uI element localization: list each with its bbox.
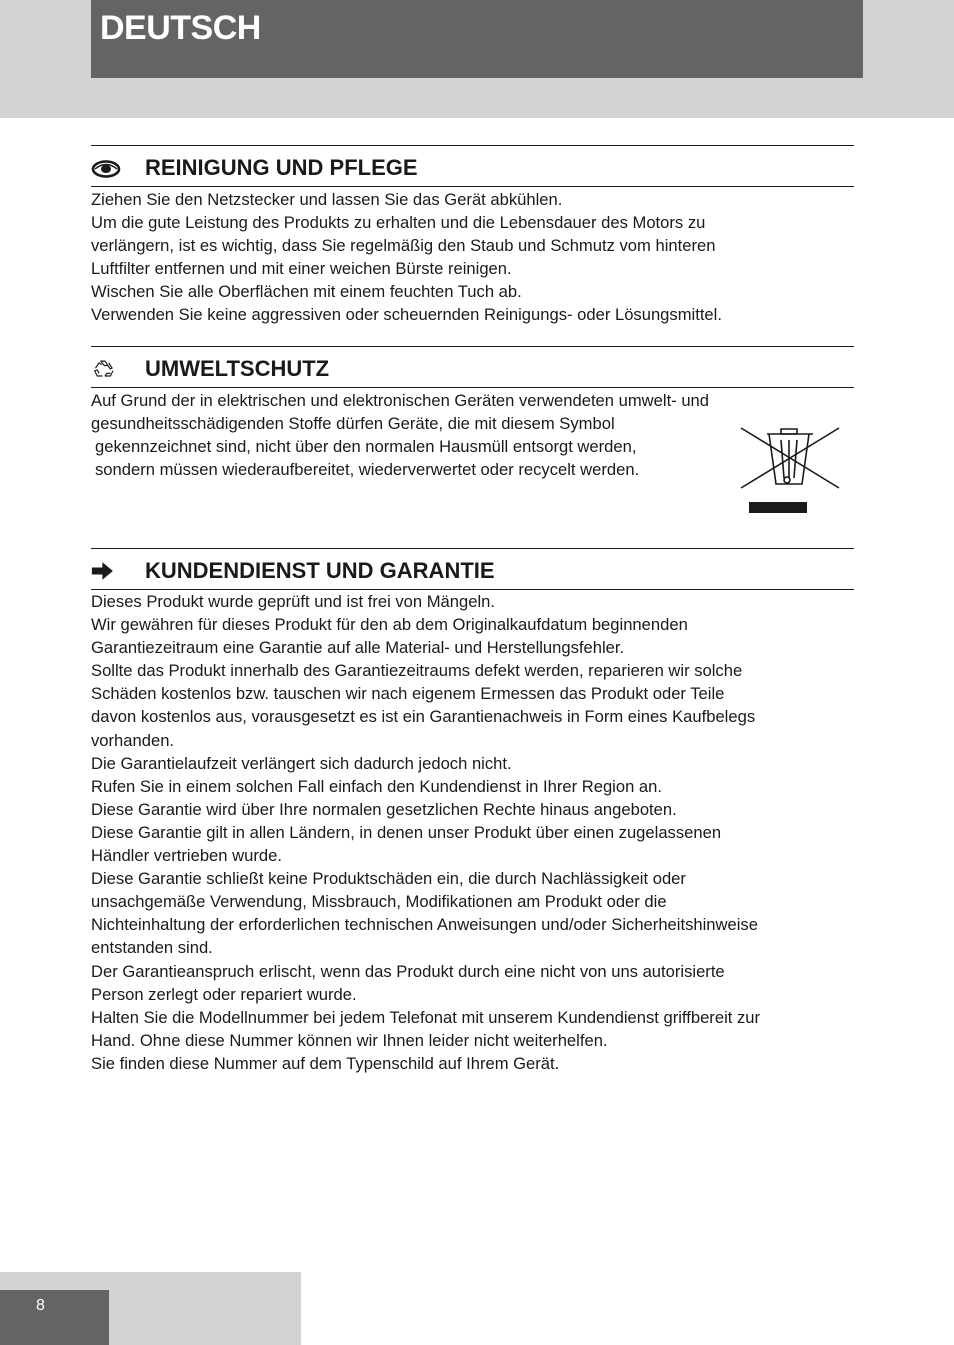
body-line: Person zerlegt oder repariert wurde. [91, 984, 357, 1004]
body-line: vorhanden. [91, 730, 175, 750]
language-title: DEUTSCH [100, 9, 261, 47]
body-line: Nichteinhaltung der erforderlichen technischen Anweisungen und/oder Sicherheitshinweise [91, 915, 758, 935]
page-number-box [0, 1290, 109, 1345]
body-line: Verwenden Sie keine aggressiven oder scheuernden Reinigungs- oder Lösungsmittel. [91, 305, 722, 325]
body-line: Rufen Sie in einem solchen Fall einfach den Kundendienst in Ihrer Region an. [91, 776, 663, 796]
body-line: Schäden kostenlos bzw. tauschen wir nach eigenem Ermessen das Produkt oder Teile [91, 684, 725, 704]
section-header [91, 145, 854, 187]
body-line: verlängern, ist es wichtig, dass Sie regelmäßig den Staub und Schmutz vom hinteren [91, 236, 716, 256]
body-line: Garantiezeitraum eine Garantie auf alle Material- und Herstellungsfehler. [91, 638, 625, 658]
body-line: entstanden sind. [91, 938, 213, 958]
body-line: Hand. Ohne diese Nummer können wir Ihnen leider nicht weiterhelfen. [91, 1030, 608, 1050]
section-title: REINIGUNG UND PFLEGE [145, 155, 418, 180]
body-line: Auf Grund der in elektrischen und elektronischen Geräten verwendeten umwelt- und [91, 391, 710, 410]
body-line: gesundheitsschädigenden Stoffe dürfen Geräte, die mit diesem Symbol [91, 414, 615, 434]
body-line: Händler vertrieben wurde. [91, 846, 282, 866]
section-title: KUNDENDIENST UND GARANTIE [145, 558, 495, 583]
body-line: Halten Sie die Modellnummer bei jedem Telefonat mit unserem Kundendienst griffbereit zur [91, 1007, 761, 1027]
body-line: Diese Garantie gilt in allen Ländern, in denen unser Produkt über einen zugelassenen [91, 822, 722, 842]
body-line: unsachgemäße Verwendung, Missbrauch, Modifikationen am Produkt oder die [91, 892, 667, 912]
body-line: davon kostenlos aus, vorausgesetzt es ist ein Garantienachweis in Form eines Kaufbelegs [91, 707, 756, 727]
recycle-icon [92, 357, 120, 381]
body-line: Der Garantieanspruch erlischt, wenn das Produkt durch eine nicht von uns autorisierte [91, 961, 725, 981]
body-line: Die Garantielaufzeit verlängert sich dadurch jedoch nicht. [91, 753, 512, 773]
body-line: Sie finden diese Nummer auf dem Typenschild auf Ihrem Gerät. [91, 1053, 560, 1073]
body-line: Luftfilter entfernen und mit einer weichen Bürste reinigen. [91, 259, 512, 279]
body-line: Ziehen Sie den Netzstecker und lassen Sie das Gerät abkühlen. [91, 190, 563, 209]
body-line: Diese Garantie wird über Ihre normalen gesetzlichen Rechte hinaus angeboten. [91, 799, 677, 819]
brush-icon [91, 157, 123, 181]
body-line: Wischen Sie alle Oberflächen mit einem feuchten Tuch ab. [91, 282, 522, 302]
crossed-out-wheelie-bin-icon [739, 420, 841, 514]
section-header [91, 548, 854, 590]
section-title: UMWELTSCHUTZ [145, 356, 330, 381]
body-line: Wir gewähren für dieses Produkt für den ab dem Originalkaufdatum beginnenden [91, 615, 688, 635]
page-number: 8 [36, 1297, 45, 1314]
body-line: Diese Garantie schließt keine Produktschäden ein, die durch Nachlässigkeit oder [91, 869, 686, 889]
section-header [91, 346, 854, 388]
language-bar [91, 0, 863, 78]
section-cleaning [91, 145, 854, 327]
section-service [91, 548, 854, 1075]
arrow-right-icon [91, 559, 119, 583]
body-line: Sollte das Produkt innerhalb des Garantiezeitraums defekt werden, reparieren wir solche [91, 661, 743, 681]
body-line: Dieses Produkt wurde geprüft und ist frei von Mängeln. [91, 592, 495, 611]
body-line: gekennzeichnet sind, nicht über den normalen Hausmüll entsorgt werden, [95, 437, 637, 457]
section-body [91, 187, 854, 327]
section-environment [91, 346, 854, 481]
body-line: sondern müssen wiederaufbereitet, wiederverwertet oder recycelt werden. [95, 460, 640, 480]
section-body [91, 590, 854, 1075]
body-line: Um die gute Leistung des Produkts zu erhalten und die Lebensdauer des Motors zu [91, 213, 706, 233]
